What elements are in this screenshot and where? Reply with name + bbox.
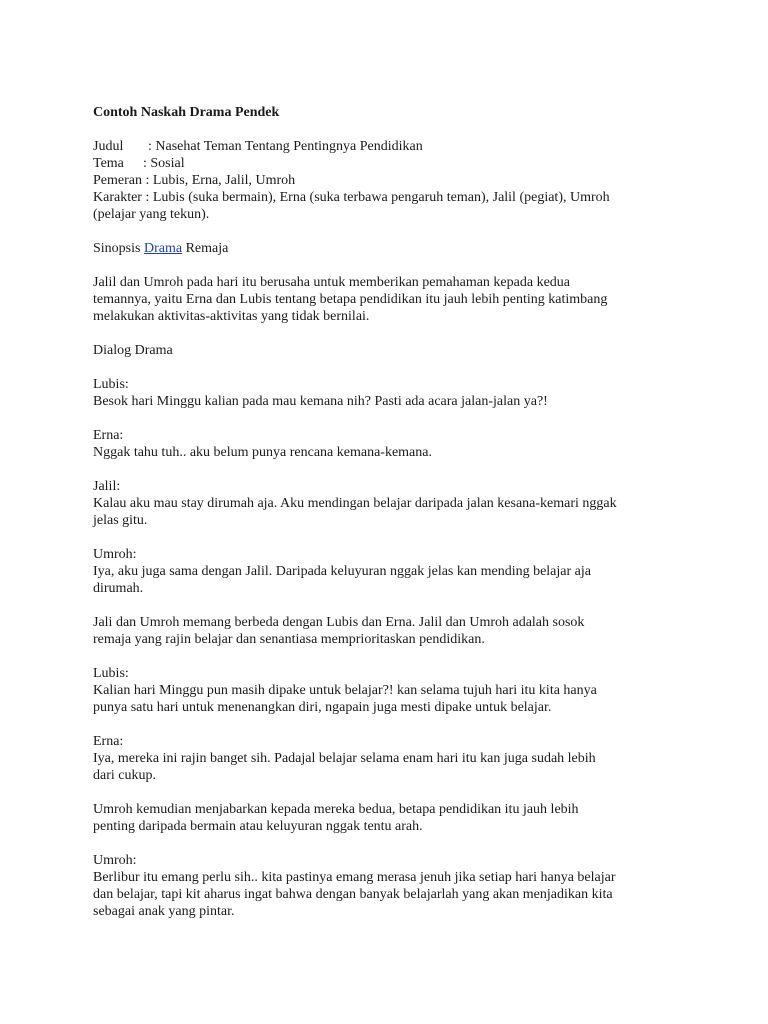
sinopsis-suffix: Remaja xyxy=(182,241,229,256)
sinopsis-line: melakukan aktivitas-aktivitas yang tidak bernilai. xyxy=(93,309,370,324)
dialog-line: Berlibur itu emang perlu sih.. kita pastinya emang merasa jenuh jika setiap hari hanya belajar xyxy=(93,870,616,885)
speaker-name: Erna: xyxy=(93,428,124,443)
dialog-line: sebagai anak yang pintar. xyxy=(93,904,235,919)
dialog-line: Besok hari Minggu kalian pada mau kemana nih? Pasti ada acara jalan-jalan ya?! xyxy=(93,394,548,409)
meta-karakter-line2: (pelajar yang tekun). xyxy=(93,207,210,222)
dialog-block xyxy=(93,427,683,461)
meta-tema-sep: : xyxy=(143,156,147,171)
dialog-block xyxy=(93,478,683,529)
dialog-line: dan belajar, tapi kit aharus ingat bahwa dengan banyak belajarlah yang akan menjadikan kita xyxy=(93,887,613,902)
dialog-line: Kalau aku mau stay dirumah aja. Aku mendingan belajar daripada jalan kesana-kemari nggak xyxy=(93,496,617,511)
meta-judul xyxy=(93,138,683,155)
document-title: Contoh Naskah Drama Pendek xyxy=(93,105,280,120)
speaker-name: Erna: xyxy=(93,734,124,749)
dialog-line: Kalian hari Minggu pun masih dipake untuk belajar?! kan selama tujuh hari itu kita hanya xyxy=(93,683,597,698)
narration-line: remaja yang rajin belajar dan senantiasa memprioritaskan pendidikan. xyxy=(93,632,485,647)
dialog-block xyxy=(93,733,683,784)
speaker-name: Lubis: xyxy=(93,666,129,681)
dialog-line: Nggak tahu tuh.. aku belum punya rencana kemana-kemana. xyxy=(93,445,432,460)
document-page xyxy=(93,104,683,920)
narration-line: penting daripada bermain atau keluyuran nggak tentu arah. xyxy=(93,819,423,834)
narration-block xyxy=(93,801,683,835)
narration-block xyxy=(93,614,683,648)
sinopsis-line: temannya, yaitu Erna dan Lubis tentang betapa pendidikan itu jauh lebih penting katimbang xyxy=(93,292,608,307)
dialog-heading: Dialog Drama xyxy=(93,343,173,358)
drama-link[interactable]: Drama xyxy=(143,241,183,256)
dialog-block xyxy=(93,852,683,920)
sinopsis-prefix: Sinopsis xyxy=(93,241,144,256)
meta-karakter-line1: Karakter : Lubis (suka bermain), Erna (suka terbawa pengaruh teman), Jalil (pegiat), Umroh xyxy=(93,190,610,205)
sinopsis-paragraph xyxy=(93,274,683,325)
meta-judul-key: Judul xyxy=(93,139,124,154)
dialog-section xyxy=(93,376,683,920)
dialog-line: Iya, mereka ini rajin banget sih. Padajal belajar selama enam hari itu kan juga sudah lebih xyxy=(93,751,596,766)
narration-line: Jali dan Umroh memang berbeda dengan Lubis dan Erna. Jalil dan Umroh adalah sosok xyxy=(93,615,585,630)
dialog-block xyxy=(93,665,683,716)
dialog-block xyxy=(93,376,683,410)
meta-section xyxy=(93,138,683,223)
speaker-name: Umroh: xyxy=(93,547,137,562)
meta-judul-sep: : xyxy=(148,139,152,154)
meta-tema-key: Tema xyxy=(93,156,124,171)
narration-line: Umroh kemudian menjabarkan kepada mereka bedua, betapa pendidikan itu jauh lebih xyxy=(93,802,579,817)
meta-tema xyxy=(93,155,683,172)
sinopsis-line: Jalil dan Umroh pada hari itu berusaha untuk memberikan pemahaman kepada kedua xyxy=(93,275,570,290)
meta-pemeran: Pemeran : Lubis, Erna, Jalil, Umroh xyxy=(93,173,296,188)
meta-judul-value: Nasehat Teman Tentang Pentingnya Pendidikan xyxy=(155,139,423,154)
meta-tema-value: Sosial xyxy=(150,156,185,171)
dialog-line: punya satu hari untuk menenangkan diri, ngapain juga mesti dipake untuk belajar. xyxy=(93,700,552,715)
dialog-line: jelas gitu. xyxy=(93,513,148,528)
sinopsis-heading xyxy=(93,240,683,257)
dialog-line: dirumah. xyxy=(93,581,144,596)
dialog-line: dari cukup. xyxy=(93,768,156,783)
speaker-name: Lubis: xyxy=(93,377,129,392)
speaker-name: Umroh: xyxy=(93,853,137,868)
dialog-block xyxy=(93,546,683,597)
speaker-name: Jalil: xyxy=(93,479,121,494)
dialog-line: Iya, aku juga sama dengan Jalil. Daripada keluyuran nggak jelas kan mending belajar aja xyxy=(93,564,591,579)
